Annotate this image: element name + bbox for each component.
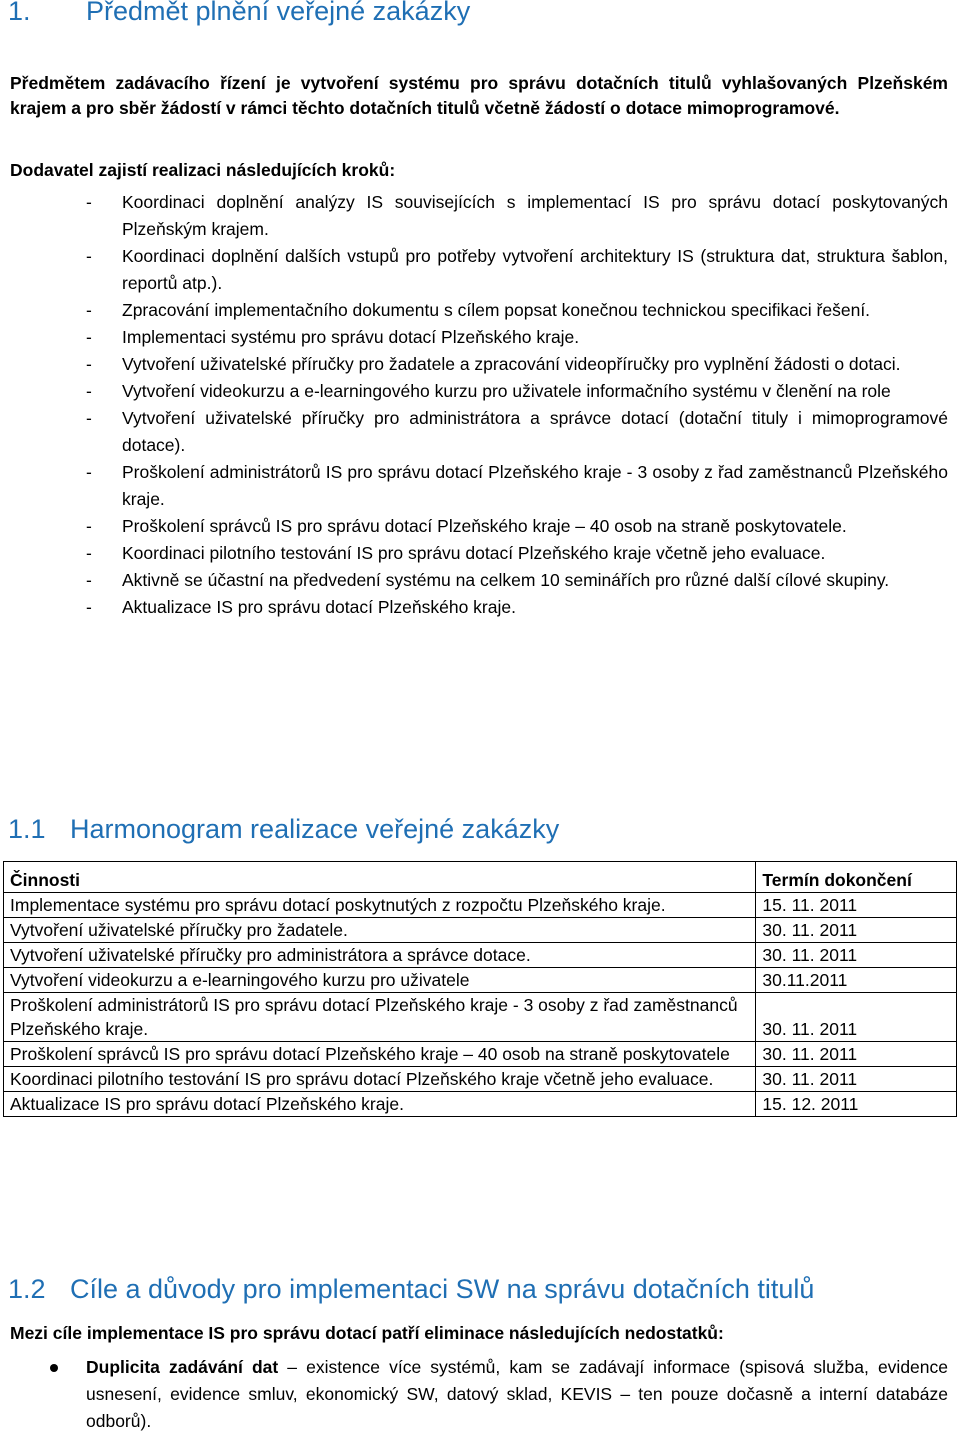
step-text: Koordinaci pilotního testování IS pro správu dotací Plzeňského kraje včetně jeho evaluace.: [122, 543, 826, 563]
list-item: [10, 594, 948, 621]
table-row: [4, 943, 957, 968]
section-1-1-heading: [8, 814, 559, 845]
table-row: [4, 1067, 957, 1092]
schedule-table: [3, 861, 957, 1117]
section-1-2-number: 1.2: [8, 1274, 46, 1304]
steps-intro: Dodavatel zajistí realizaci následujících kroků:: [10, 160, 396, 180]
step-text: Vytvoření videokurzu a e-learningového kurzu pro uživatele informačního systému v členění na role: [122, 381, 891, 401]
table-row: [4, 968, 957, 993]
column-header-deadline: Termín dokončení: [756, 862, 957, 893]
list-item: [10, 324, 948, 351]
section-1-heading: [8, 0, 470, 27]
dash-marker: -: [86, 408, 92, 428]
bullet-term: Duplicita zadávání dat: [86, 1357, 279, 1377]
date-cell: 30.11.2011: [756, 968, 957, 993]
date-cell: 15. 11. 2011: [756, 893, 957, 918]
dash-marker: -: [86, 354, 92, 374]
dash-marker: -: [86, 516, 92, 536]
dash-marker: -: [86, 462, 92, 482]
section-1-intro: Předmětem zadávacího řízení je vytvoření systému pro správu dotačních titulů vyhlašovaných Plzeňském krajem a pro sběr žádostí v rámci těchto dotačních titulů včetně žádostí o dotace mimoprogramové.: [10, 73, 948, 118]
step-text: Implementaci systému pro správu dotací Plzeňského kraje.: [122, 327, 580, 347]
date-cell: 30. 11. 2011: [756, 993, 957, 1042]
step-text: Aktivně se účastní na předvedení systému na celkem 10 seminářích pro různé další cílové skupiny.: [122, 570, 890, 590]
section-1-2-title: Cíle a důvody pro implementaci SW na správu dotačních titulů: [70, 1274, 815, 1304]
date-cell: 30. 11. 2011: [756, 943, 957, 968]
step-text: Koordinaci doplnění analýzy IS souvisejících s implementací IS pro správu dotací poskytovaných Plzeňským krajem.: [122, 192, 948, 239]
activity-cell: Implementace systému pro správu dotací poskytnutých z rozpočtu Plzeňského kraje.: [4, 893, 756, 918]
list-item: [10, 459, 948, 513]
step-text: Vytvoření uživatelské příručky pro administrátora a správce dotací (dotační tituly i mimoprogramové dotace).: [122, 408, 948, 455]
list-item: [10, 567, 948, 594]
bullet-text: – existence více systémů, kam se zadávají informace (spisová služba, evidence usnesení, evidence smluv, ekonomický SW, datový sklad, KEVIS – ten pouze dočasně a interní databáze odborů).: [86, 1357, 948, 1431]
table-row: [4, 993, 957, 1042]
date-cell: 30. 11. 2011: [756, 1067, 957, 1092]
deficiencies-list: [10, 1354, 948, 1435]
activity-cell: Vytvoření videokurzu a e-learningového kurzu pro uživatele: [4, 968, 756, 993]
step-text: Proškolení správců IS pro správu dotací Plzeňského kraje – 40 osob na straně poskytovatele.: [122, 516, 847, 536]
section-1-2-intro: Mezi cíle implementace IS pro správu dotací patří eliminace následujících nedostatků:: [10, 1323, 724, 1343]
dash-marker: -: [86, 300, 92, 320]
activity-cell: Vytvoření uživatelské příručky pro žadatele.: [4, 918, 756, 943]
bullet-icon: [50, 1364, 58, 1372]
section-1-title: Předmět plnění veřejné zakázky: [86, 0, 471, 26]
list-item: [10, 1354, 948, 1435]
date-cell: 30. 11. 2011: [756, 1042, 957, 1067]
step-text: Vytvoření uživatelské příručky pro žadatele a zpracování videopříručky pro vyplnění žádosti o dotaci.: [122, 354, 901, 374]
dash-marker: -: [86, 543, 92, 563]
list-item: [10, 405, 948, 459]
steps-list: [10, 189, 948, 621]
list-item: [10, 189, 948, 243]
table-row: [4, 1092, 957, 1117]
step-text: Proškolení administrátorů IS pro správu dotací Plzeňského kraje - 3 osoby z řad zaměstnanců Plzeňského kraje.: [122, 462, 948, 509]
list-item: [10, 297, 948, 324]
step-text: Aktualizace IS pro správu dotací Plzeňského kraje.: [122, 597, 516, 617]
table-row: [4, 918, 957, 943]
section-1-1-number: 1.1: [8, 814, 46, 844]
dash-marker: -: [86, 570, 92, 590]
date-cell: 15. 12. 2011: [756, 1092, 957, 1117]
activity-cell: Proškolení administrátorů IS pro správu dotací Plzeňského kraje - 3 osoby z řad zaměstnanců Plzeňského kraje.: [4, 993, 756, 1042]
activity-cell: Vytvoření uživatelské příručky pro administrátora a správce dotace.: [4, 943, 756, 968]
activity-cell: Aktualizace IS pro správu dotací Plzeňského kraje.: [4, 1092, 756, 1117]
activity-cell: Koordinaci pilotního testování IS pro správu dotací Plzeňského kraje včetně jeho evaluace.: [4, 1067, 756, 1092]
dash-marker: -: [86, 192, 92, 212]
table-row: [4, 893, 957, 918]
table-row: [4, 1042, 957, 1067]
list-item: [10, 351, 948, 378]
list-item: [10, 513, 948, 540]
dash-marker: -: [86, 597, 92, 617]
list-item: [10, 243, 948, 297]
section-1-1-title: Harmonogram realizace veřejné zakázky: [70, 814, 560, 844]
dash-marker: -: [86, 327, 92, 347]
section-1-number: 1.: [8, 0, 31, 26]
date-cell: 30. 11. 2011: [756, 918, 957, 943]
dash-marker: -: [86, 381, 92, 401]
dash-marker: -: [86, 246, 92, 266]
table-header-row: [4, 862, 957, 893]
activity-cell: Proškolení správců IS pro správu dotací Plzeňského kraje – 40 osob na straně poskytovatele: [4, 1042, 756, 1067]
list-item: [10, 378, 948, 405]
section-1-2-heading: [8, 1274, 814, 1305]
list-item: [10, 540, 948, 567]
step-text: Koordinaci doplnění dalších vstupů pro potřeby vytvoření architektury IS (struktura dat, struktura šablon, reportů atp.).: [122, 246, 948, 293]
step-text: Zpracování implementačního dokumentu s cílem popsat konečnou technickou specifikaci řešení.: [122, 300, 871, 320]
column-header-activities: Činnosti: [4, 862, 756, 893]
